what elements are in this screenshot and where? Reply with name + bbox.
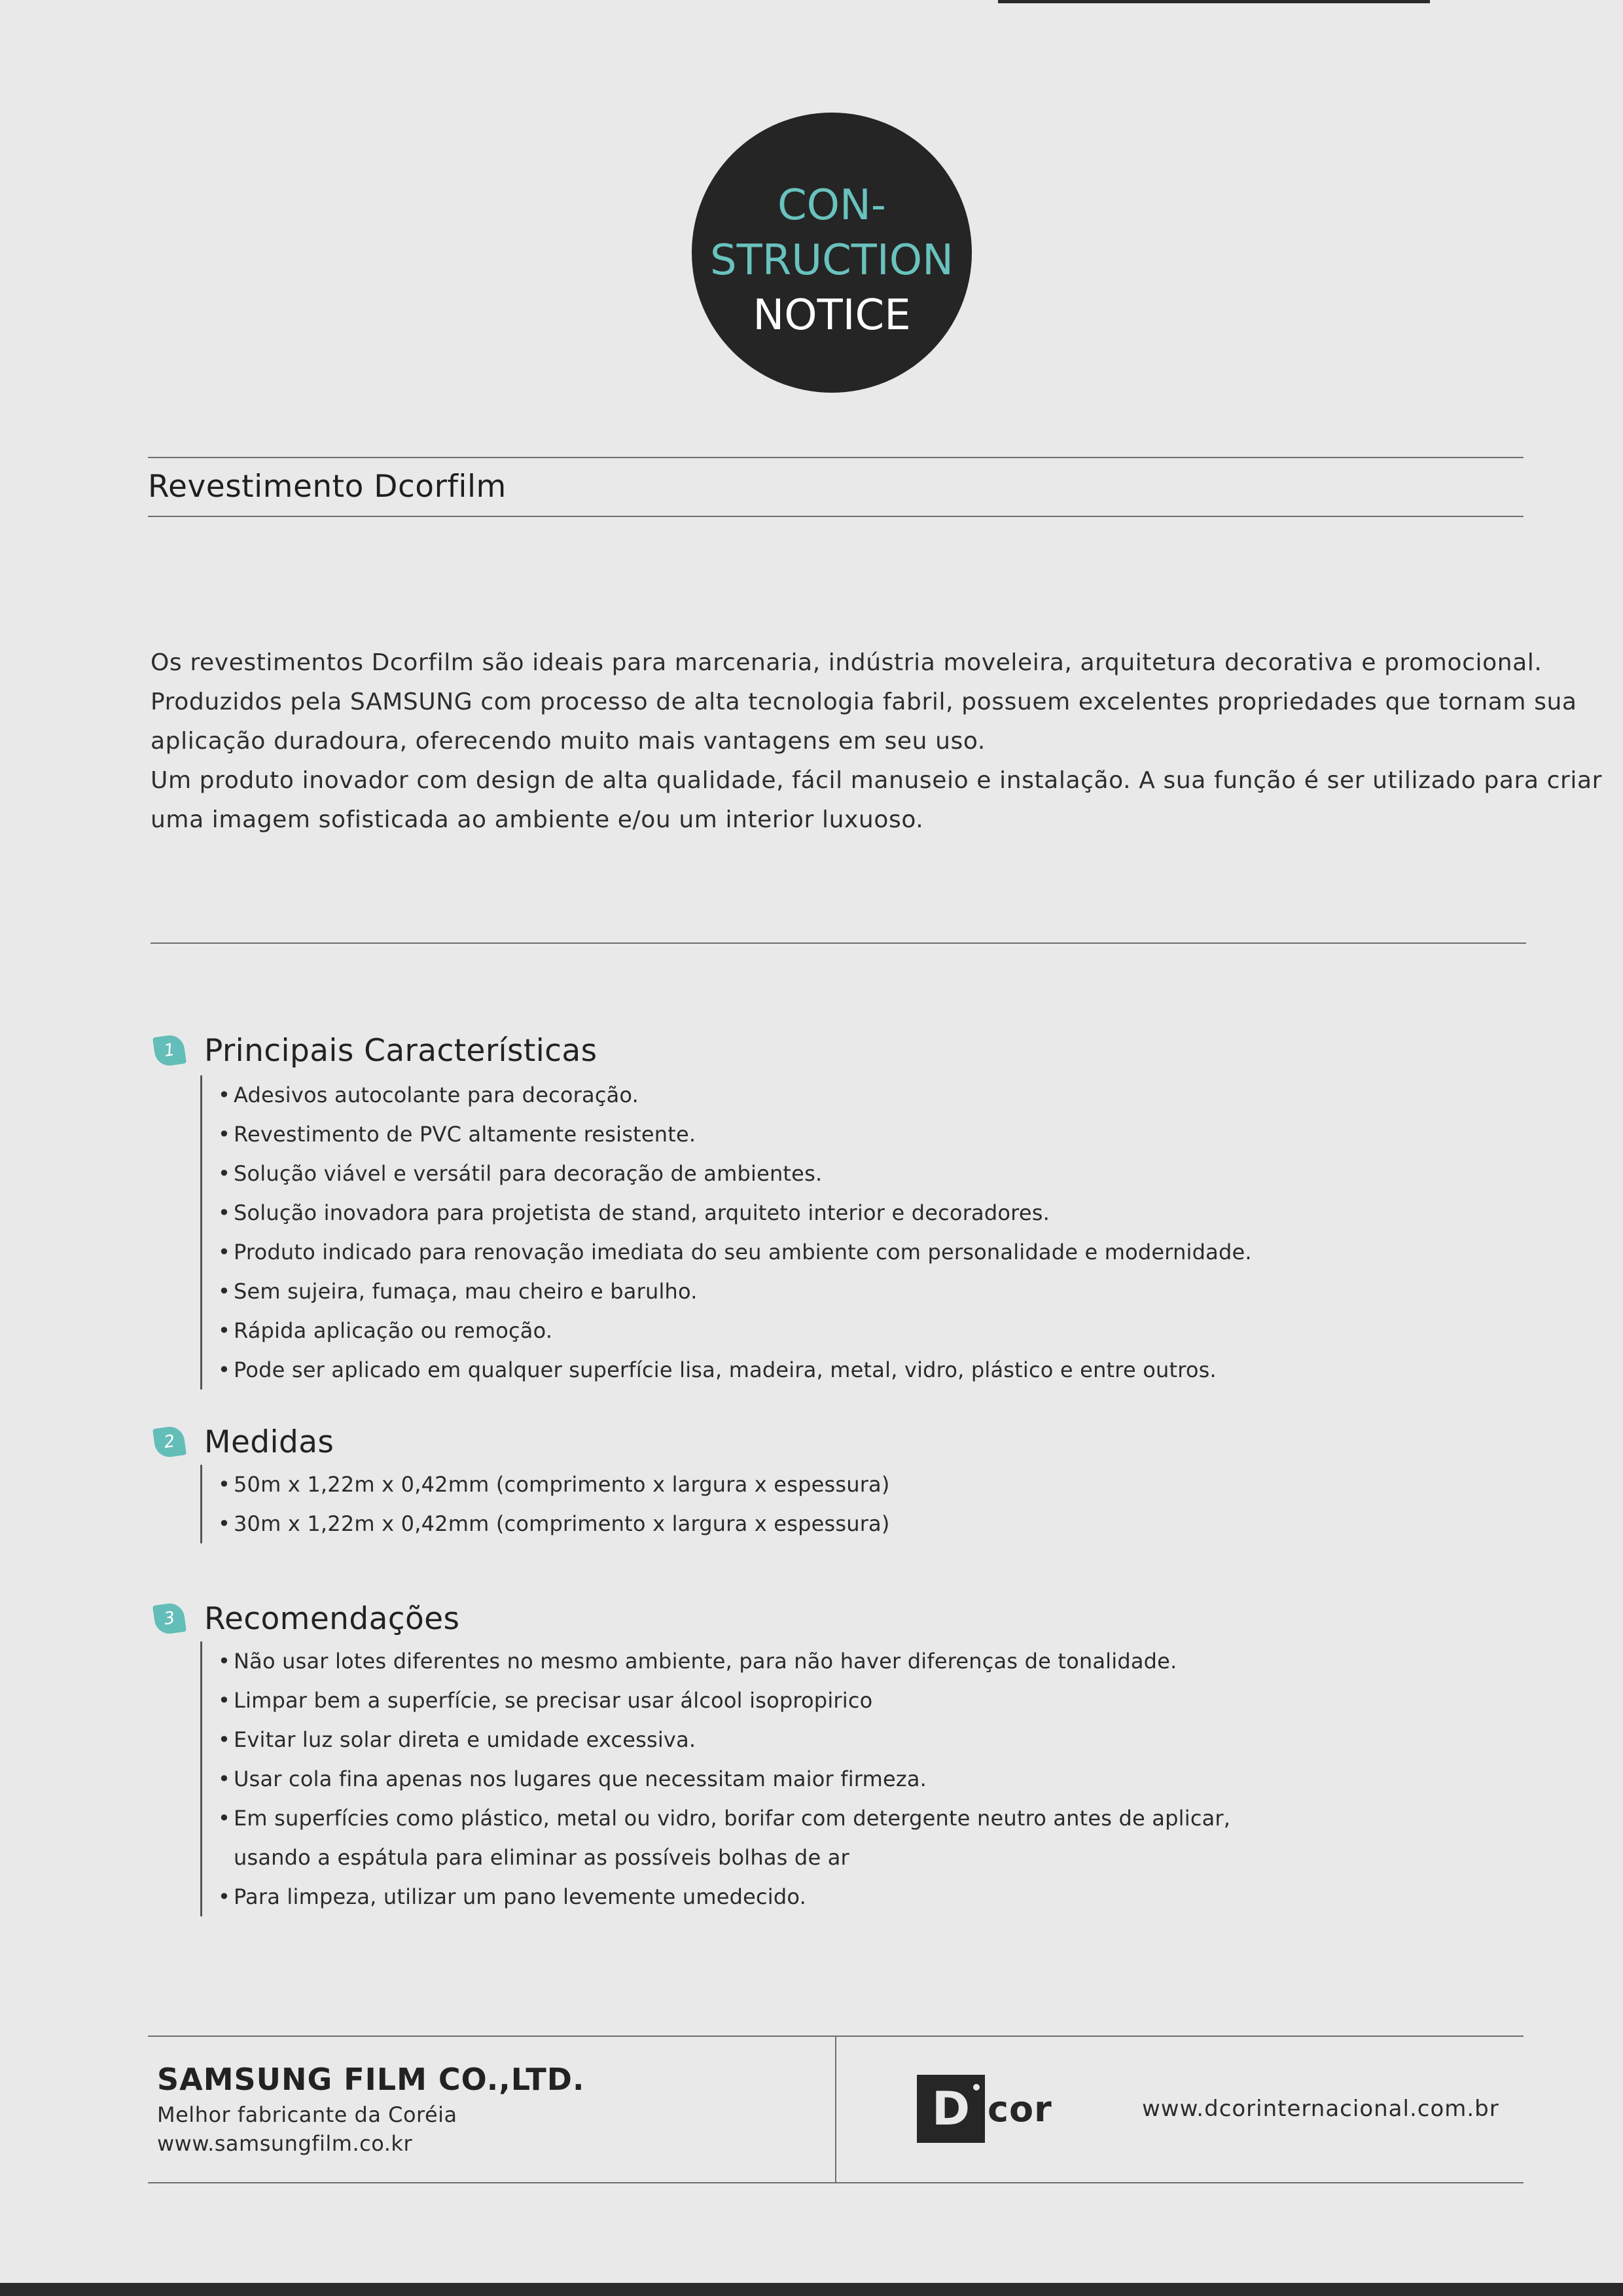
- dcor-logo-word: cor: [988, 2088, 1052, 2130]
- section-title: Medidas: [204, 1424, 334, 1460]
- dcor-website-link[interactable]: www.dcorinternacional.com.br: [1142, 2096, 1499, 2122]
- section-3-header: [154, 1596, 459, 1641]
- intro-line: Produzidos pela SAMSUNG com processo de alta tecnologia fabril, possuem excelentes propriedades que tornam sua: [151, 689, 1577, 715]
- header-bottom-rule: [148, 516, 1524, 517]
- scan-edge-top: [998, 0, 1430, 3]
- intro-line: uma imagem sofisticada ao ambiente e/ou um interior luxuoso.: [151, 806, 924, 833]
- footer-vertical-divider: [835, 2036, 836, 2183]
- leaf-number-icon: 2: [152, 1425, 187, 1459]
- list-item: • Sem sujeira, fumaça, mau cheiro e barulho.: [218, 1279, 698, 1304]
- leaf-number-icon: 1: [152, 1033, 187, 1067]
- page-title: Revestimento Dcorfilm: [148, 469, 507, 505]
- list-item: • Adesivos autocolante para decoração.: [218, 1083, 639, 1107]
- intro-line: aplicação duradoura, oferecendo muito mais vantagens em seu uso.: [151, 728, 986, 755]
- list-item: • Em superfícies como plástico, metal ou vidro, borifar com detergente neutro antes de aplicar,: [218, 1806, 1231, 1831]
- badge-line-2: STRUCTION: [710, 236, 954, 285]
- section-title: Recomendações: [204, 1600, 460, 1637]
- company-website-link[interactable]: www.samsungfilm.co.kr: [157, 2131, 413, 2156]
- list-item: • Solução viável e versátil para decoração de ambientes.: [218, 1161, 823, 1186]
- list-item: • Para limpeza, utilizar um pano levemente umedecido.: [218, 1884, 806, 1909]
- list-item: • Limpar bem a superfície, se precisar usar álcool isopropirico: [218, 1688, 873, 1713]
- measures-list: [200, 1465, 890, 1543]
- intro-divider: [151, 942, 1526, 944]
- leaf-number-icon: 3: [152, 1602, 187, 1636]
- header-top-rule: [148, 457, 1524, 458]
- dcor-logo: [917, 2075, 1052, 2143]
- list-item: • Solução inovadora para projetista de stand, arquiteto interior e decoradores.: [218, 1200, 1050, 1225]
- list-item: usando a espátula para eliminar as possíveis bolhas de ar: [234, 1845, 849, 1870]
- construction-notice-badge: [692, 113, 972, 393]
- section-title: Principais Características: [204, 1032, 597, 1069]
- features-list: [200, 1075, 1252, 1390]
- list-item: • Produto indicado para renovação imediata do seu ambiente com personalidade e modernidade.: [218, 1240, 1252, 1265]
- company-tagline: Melhor fabricante da Coréia: [157, 2102, 457, 2127]
- section-1-header: [154, 1028, 597, 1073]
- list-item: • Revestimento de PVC altamente resistente.: [218, 1122, 696, 1147]
- list-item: • Evitar luz solar direta e umidade excessiva.: [218, 1727, 696, 1752]
- footer-bottom-rule: [148, 2182, 1524, 2183]
- list-item: • Rápida aplicação ou remoção.: [218, 1318, 553, 1343]
- list-item: • Pode ser aplicado em qualquer superfície lisa, madeira, metal, vidro, plástico e entre outros.: [218, 1357, 1217, 1382]
- intro-line: Os revestimentos Dcorfilm são ideais para marcenaria, indústria moveleira, arquitetura decorativa e promocional.: [151, 649, 1543, 676]
- list-item: • Usar cola fina apenas nos lugares que necessitam maior firmeza.: [218, 1767, 927, 1791]
- recommendations-list: [200, 1641, 1230, 1916]
- badge-line-1: CON-: [777, 181, 887, 230]
- scan-edge-bottom: [0, 2283, 1623, 2296]
- intro-paragraph: [151, 643, 1603, 840]
- dcor-logo-mark: D: [917, 2075, 985, 2143]
- list-item: • Não usar lotes diferentes no mesmo ambiente, para não haver diferenças de tonalidade.: [218, 1649, 1177, 1674]
- intro-line: Um produto inovador com design de alta qualidade, fácil manuseio e instalação. A sua função é ser utilizado para criar: [151, 767, 1603, 794]
- list-item: • 30m x 1,22m x 0,42mm (comprimento x largura x espessura): [218, 1511, 890, 1536]
- badge-line-3: NOTICE: [753, 291, 911, 340]
- company-name: SAMSUNG FILM CO.,LTD.: [157, 2062, 585, 2097]
- list-item: • 50m x 1,22m x 0,42mm (comprimento x largura x espessura): [218, 1472, 890, 1497]
- section-2-header: [154, 1419, 334, 1465]
